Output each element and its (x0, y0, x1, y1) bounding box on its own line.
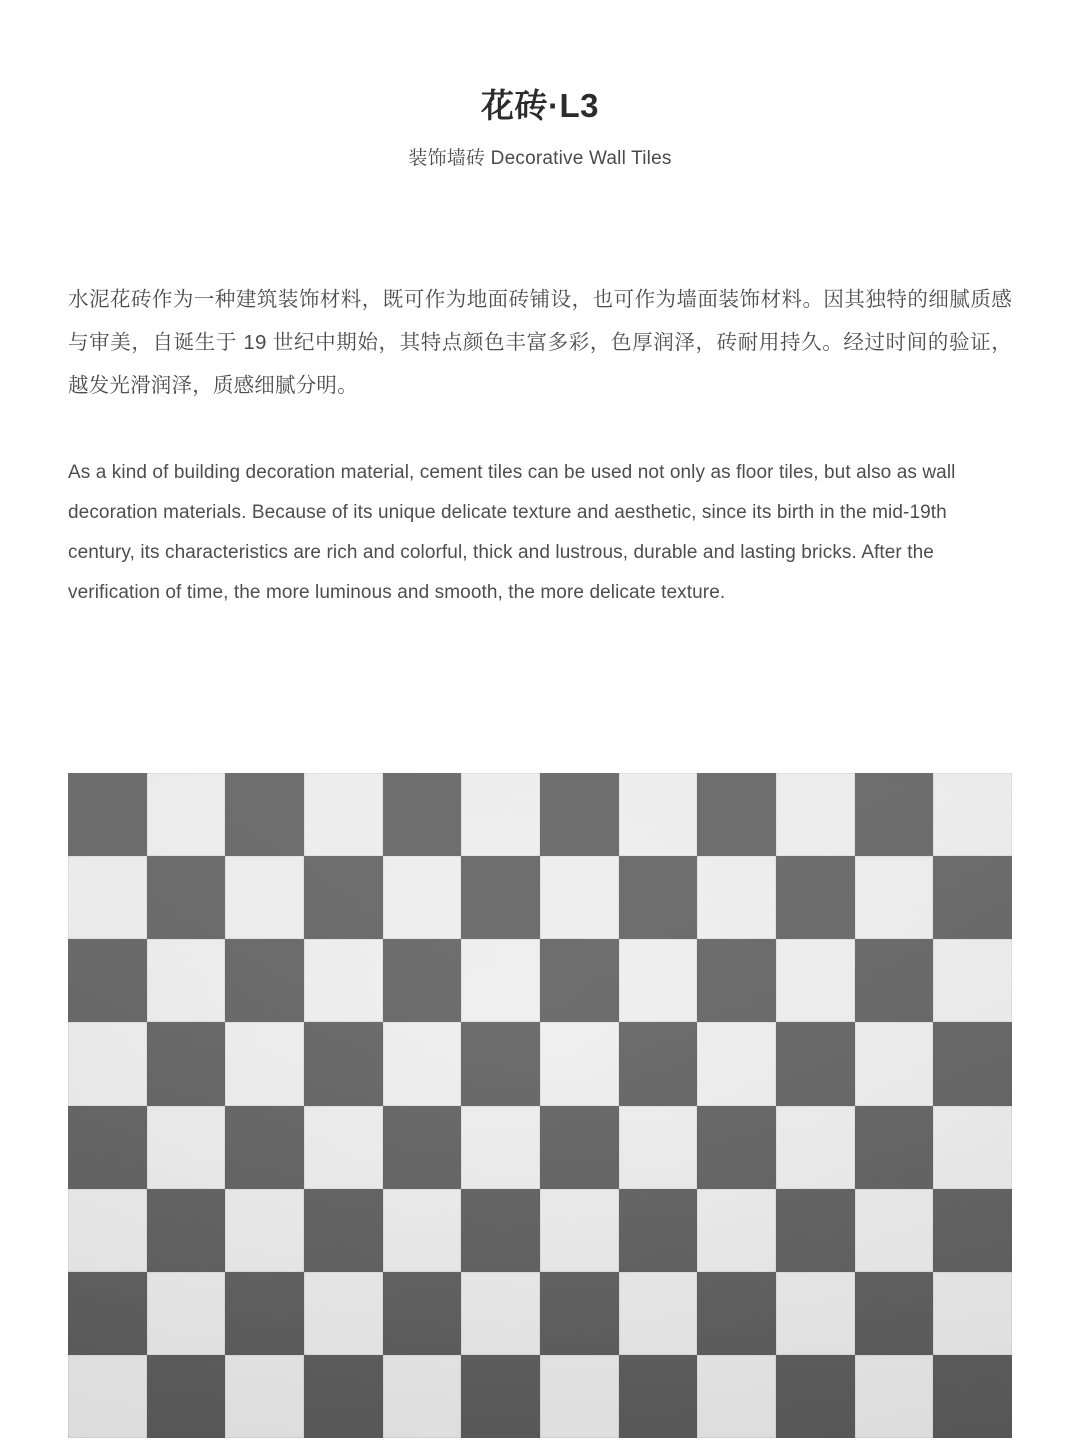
tile-cell (776, 773, 855, 856)
tile-cell (619, 1189, 698, 1272)
tile-cell (68, 856, 147, 939)
tile-cell (68, 939, 147, 1022)
tile-cell (855, 1106, 934, 1189)
tile-cell (383, 939, 462, 1022)
tile-cell (540, 1355, 619, 1438)
tile-cell (697, 939, 776, 1022)
tile-cell (933, 1189, 1012, 1272)
tile-cell (383, 1106, 462, 1189)
tile-cell (697, 856, 776, 939)
tile-cell (304, 1106, 383, 1189)
tile-cell (461, 1272, 540, 1355)
tile-cell (619, 1355, 698, 1438)
tile-cell (776, 1106, 855, 1189)
tile-cell (304, 939, 383, 1022)
tile-pattern-grid (68, 773, 1012, 1438)
tile-cell (304, 856, 383, 939)
tile-cell (933, 1355, 1012, 1438)
tile-cell (855, 1355, 934, 1438)
tile-cell (933, 1272, 1012, 1355)
tile-cell (697, 1022, 776, 1105)
tile-cell (776, 856, 855, 939)
tile-cell (619, 1106, 698, 1189)
tile-cell (383, 1355, 462, 1438)
tile-cell (855, 1022, 934, 1105)
tile-cell (225, 1272, 304, 1355)
tile-cell (776, 1272, 855, 1355)
tile-cell (619, 773, 698, 856)
tile-cell (933, 856, 1012, 939)
tile-photo (68, 773, 1012, 1438)
tile-cell (540, 773, 619, 856)
tile-cell (147, 1106, 226, 1189)
tile-cell (304, 1272, 383, 1355)
tile-cell (68, 1272, 147, 1355)
tile-cell (383, 1189, 462, 1272)
tile-cell (697, 773, 776, 856)
tile-cell (697, 1272, 776, 1355)
tile-cell (147, 856, 226, 939)
page-title: 花砖·L3 (481, 87, 599, 124)
tile-cell (619, 939, 698, 1022)
tile-cell (225, 856, 304, 939)
tile-cell (225, 773, 304, 856)
tile-cell (383, 773, 462, 856)
tile-cell (540, 1022, 619, 1105)
tile-cell (776, 1022, 855, 1105)
description-section (68, 172, 1012, 613)
description-chinese: 水泥花砖作为一种建筑装饰材料，既可作为地面砖铺设，也可作为墙面装饰材料。因其独特的细腻质感与审美，自诞生于 19 世纪中期始，其特点颜色丰富多彩，色厚润泽，砖耐用持久。经过时间的验证，越发光滑润泽，质感细腻分明。 (68, 288, 1012, 397)
tile-cell (68, 773, 147, 856)
tile-cell (697, 1189, 776, 1272)
tile-cell (540, 939, 619, 1022)
tile-cell (776, 1189, 855, 1272)
description-english: As a kind of building decoration material, cement tiles can be used not only as floor tiles, but also as wall decoration materials. Because of its unique delicate texture and aesthetic, since its birth in the mid-19th century, its characteristics are rich and colorful, thick and lustrous, durable and lasting bricks. After the verification of time, the more luminous and smooth, the more delicate texture. (68, 462, 956, 603)
tile-cell (304, 773, 383, 856)
tile-cell (147, 939, 226, 1022)
tile-cell (68, 1106, 147, 1189)
tile-cell (697, 1355, 776, 1438)
tile-cell (461, 773, 540, 856)
tile-cell (383, 1272, 462, 1355)
tile-cell (540, 856, 619, 939)
tile-cell (619, 1022, 698, 1105)
tile-cell (855, 939, 934, 1022)
tile-cell (540, 1272, 619, 1355)
page-subtitle: 装饰墙砖 Decorative Wall Tiles (408, 148, 672, 169)
tile-cell (933, 1022, 1012, 1105)
tile-cell (225, 939, 304, 1022)
tile-cell (461, 1106, 540, 1189)
tile-cell (68, 1189, 147, 1272)
tile-cell (68, 1022, 147, 1105)
tile-cell (461, 856, 540, 939)
tile-cell (619, 856, 698, 939)
tile-cell (697, 1106, 776, 1189)
tile-cell (933, 939, 1012, 1022)
tile-cell (776, 939, 855, 1022)
tile-cell (933, 773, 1012, 856)
tile-cell (68, 1355, 147, 1438)
tile-cell (933, 1106, 1012, 1189)
tile-cell (461, 1189, 540, 1272)
tile-cell (383, 856, 462, 939)
tile-cell (461, 1022, 540, 1105)
tile-cell (147, 1189, 226, 1272)
tile-cell (147, 1022, 226, 1105)
page-header (0, 0, 1080, 172)
tile-cell (147, 1272, 226, 1355)
tile-cell (225, 1189, 304, 1272)
tile-cell (461, 939, 540, 1022)
tile-cell (225, 1355, 304, 1438)
tile-cell (855, 1189, 934, 1272)
tile-cell (225, 1106, 304, 1189)
tile-cell (304, 1022, 383, 1105)
tile-cell (383, 1022, 462, 1105)
tile-cell (540, 1106, 619, 1189)
tile-cell (619, 1272, 698, 1355)
tile-cell (304, 1355, 383, 1438)
tile-cell (147, 1355, 226, 1438)
tile-cell (540, 1189, 619, 1272)
tile-cell (855, 773, 934, 856)
tile-cell (776, 1355, 855, 1438)
tile-cell (147, 773, 226, 856)
tile-cell (855, 856, 934, 939)
tile-cell (855, 1272, 934, 1355)
tile-cell (461, 1355, 540, 1438)
tile-cell (225, 1022, 304, 1105)
tile-cell (304, 1189, 383, 1272)
